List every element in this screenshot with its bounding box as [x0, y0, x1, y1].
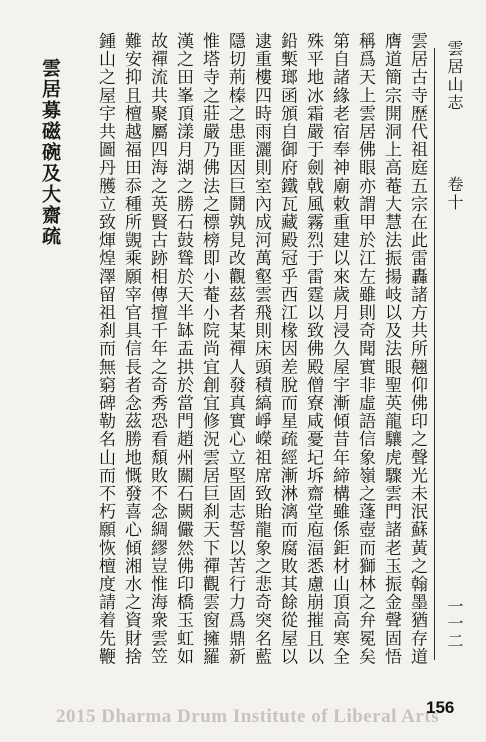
- footer-watermark: 2015 Dharma Drum Institute of Liberal Arts: [56, 706, 440, 727]
- volume-label: 卷十: [445, 176, 464, 212]
- text-column-9: 惟塔寺之莊嚴乃佛法之標榜即小菴小院尚宜創宜修況雲居巨刹天下禪觀雲窗擁羅: [199, 32, 219, 666]
- page-number: 156: [426, 698, 455, 717]
- page-number-chinese: 一一二: [445, 598, 464, 650]
- text-column-5: 殊平地冰霜嚴于劍戟風霧烈于雷霆以致佛殿僧寮咸憂圮坼齋堂庖湢悉慮崩摧且以: [303, 32, 323, 666]
- text-column-3: 稱爲天上雲居佛眼亦謂甲於江左雖則奇聞實非虛語信象嶺之蓬壺而獅林之弁冕矣: [355, 32, 375, 666]
- text-column-8: 隱切荊榛之患匪因巨鬪孰見改觀茲者某禪人發真實心立堅固志誓以苦行力爲鼎新: [225, 32, 245, 666]
- text-column-6: 鉛槧瑯函頒自御府鐵瓦藏殿冠乎西江椽因差脫而星疏經漸淋漓而腐敗其餘從屋以: [277, 32, 297, 666]
- text-column-4: 第自諸緣老宿奉神廟敕重建以來歲月浸久屋宇漸傾昔年締構雖係鉅材山頂高寒全: [329, 32, 349, 666]
- text-column-12: 難安抑且檀越福田忝種所覬乘願宰官具信長者念茲勝地慨發喜心傾湘水之資財捨: [121, 32, 141, 666]
- text-column-11: 故禪流共聚屬四海之英賢古跡相傳擅千年之奇秀恐看頹敗不念綢繆豈惟海衆雲笠: [147, 32, 167, 666]
- text-column-2: 膺道簡宗開洞上高菴大慧法振揚岐以及法眼聖英龍驤虎驟雲門諸老玉振金聲固悟: [381, 32, 401, 666]
- text-column-10: 漢之田峯頂漾月湖之勝石鼓聳於天半缽盂拱於當門趙州關石闕儼然佛印橋玉虹如: [173, 32, 193, 666]
- section-title: 雲居募磁碗及大齋疏: [39, 58, 61, 247]
- header-divider: [434, 48, 435, 660]
- text-column-1: 雲居古寺歷代祖庭五宗在此雷轟諸方共所翹仰佛印之聲光未泯蘇黃之翰墨猶存道: [407, 32, 427, 666]
- book-title: 雲居山志: [445, 40, 464, 112]
- text-column-7: 逮重樓四時雨灑則室內成河萬壑雲飛則床頭積縞崢嶸祖席致貽龍象之悲奇突名藍: [251, 32, 271, 666]
- text-column-13: 鍾山之屋宇共圖丹雘立致煇煌澤留祖刹而無窮碑勒名山而不朽願恢檀度請着先鞭: [95, 32, 115, 666]
